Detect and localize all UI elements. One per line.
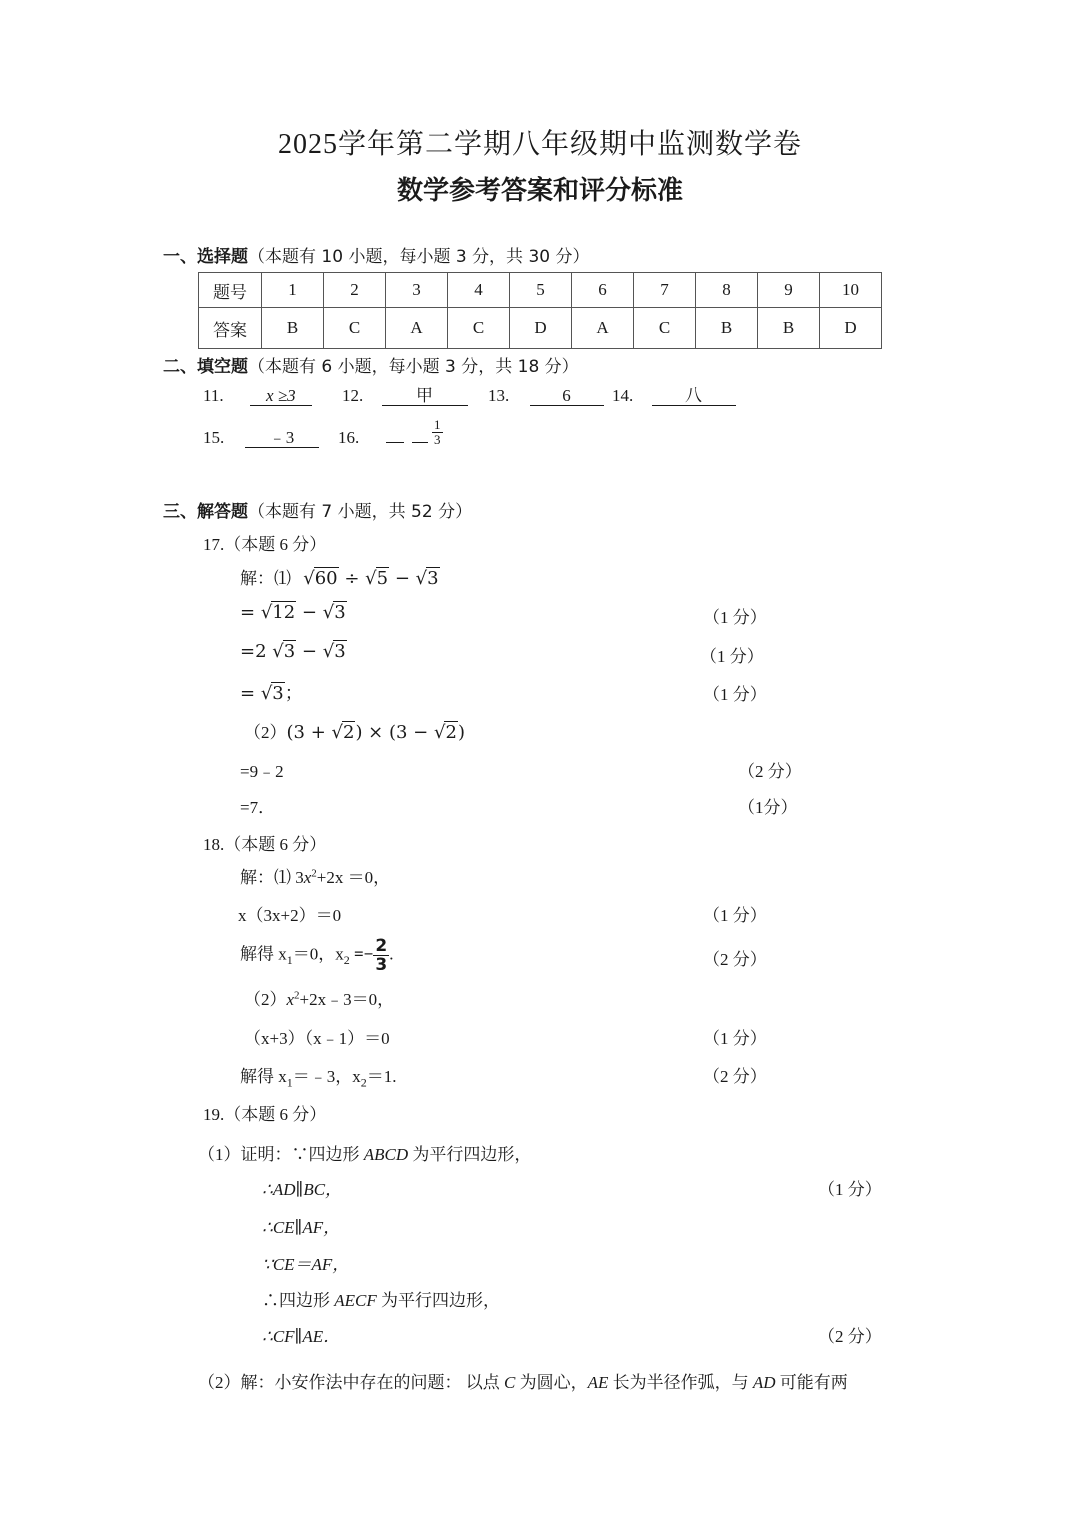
answer-table-row-answers bbox=[199, 308, 882, 349]
expression-part: (3 + bbox=[286, 722, 332, 743]
expression-part: 解：⑴ 3 bbox=[240, 868, 304, 887]
q19-line7 bbox=[198, 1368, 848, 1393]
expression-part: 解得 x bbox=[240, 944, 287, 964]
answer-blank: 八 bbox=[652, 387, 736, 406]
answer-blank: ﹣3 bbox=[245, 429, 319, 448]
q17-part2 bbox=[244, 718, 465, 743]
section3-heading bbox=[163, 497, 472, 522]
answer-table bbox=[198, 272, 882, 349]
expression-part: ＝﹣3，x bbox=[292, 1067, 361, 1086]
answer-blank bbox=[412, 442, 428, 443]
operator: ÷ bbox=[338, 568, 366, 589]
sqrt-expression: √5 bbox=[365, 568, 389, 589]
question-number: 12. bbox=[342, 386, 364, 405]
radicand: 2 bbox=[342, 722, 355, 743]
q19-line4: ∵CE＝AF， bbox=[262, 1255, 350, 1274]
table-cell: C bbox=[324, 308, 386, 349]
sqrt-expression: √3 bbox=[272, 641, 296, 662]
part-prefix: （2） bbox=[244, 723, 287, 742]
radicand: 3 bbox=[283, 641, 296, 662]
q17-line7: =7． bbox=[240, 798, 276, 817]
q17-title: 17.（本题 6 分） bbox=[203, 535, 327, 554]
q18-line6: 解得 $x_1=﹣3$，$x_2=1$. bbox=[240, 1067, 397, 1090]
q17-line2 bbox=[240, 602, 347, 623]
text-part: 长为半径作弧，与 bbox=[608, 1373, 753, 1392]
q18-line1: 解：⑴ $3x^2+2x =0$， bbox=[240, 867, 391, 887]
q14 bbox=[612, 386, 736, 406]
q18-line5: （x+3）（x﹣1）＝0 bbox=[244, 1029, 390, 1048]
expression-part: ) bbox=[457, 722, 465, 743]
table-cell: 3 bbox=[386, 273, 448, 308]
q11 bbox=[203, 386, 312, 406]
italic-name: AE bbox=[587, 1373, 609, 1392]
sqrt-expression: √2 bbox=[434, 722, 457, 743]
q12 bbox=[342, 386, 468, 406]
q17-line1 bbox=[240, 564, 440, 589]
expression-part: +2x ＝0， bbox=[316, 868, 391, 887]
part-prefix: （2） bbox=[244, 990, 287, 1009]
q19-line3: ∴CE∥AF， bbox=[262, 1218, 341, 1237]
sqrt-expression: √3 bbox=[322, 641, 346, 662]
section1-heading-text: 一、选择题 bbox=[163, 247, 248, 267]
question-number: 15. bbox=[203, 428, 225, 447]
fraction-denominator: 3 bbox=[375, 955, 388, 975]
table-cell: B bbox=[262, 308, 324, 349]
score-label: （2 分） bbox=[703, 1067, 767, 1086]
text-part: 为圆心， bbox=[515, 1373, 588, 1392]
score-label: （2 分） bbox=[738, 762, 802, 781]
section2-note: （本题有 6 小题，每小题 3 分，共 18 分） bbox=[248, 357, 579, 377]
expression-part: ＝1. bbox=[366, 1067, 397, 1086]
expression-part: ＝0，x bbox=[292, 944, 344, 964]
section2-heading bbox=[163, 352, 579, 377]
solve-prefix: 解：⑴ bbox=[240, 569, 291, 588]
fraction-numerator: 1 bbox=[434, 416, 441, 432]
table-cell: D bbox=[510, 308, 572, 349]
q18-line3: 解得 $x_1=0$，$x_2$ =− $\frac{2}{3}$ . bbox=[240, 936, 394, 975]
table-cell: B bbox=[696, 308, 758, 349]
question-number: 14. bbox=[612, 386, 634, 405]
radicand: 3 bbox=[272, 683, 284, 704]
q18-line2: x（3x+2）＝0 bbox=[238, 906, 342, 925]
table-cell: 8 bbox=[696, 273, 758, 308]
operator: − bbox=[296, 641, 323, 662]
q19-line6: ∴CF∥AE． bbox=[262, 1327, 341, 1346]
q17-line4 bbox=[240, 679, 303, 705]
table-cell: A bbox=[572, 308, 634, 349]
sqrt-expression: √12 bbox=[260, 602, 296, 623]
score-label: （1 分） bbox=[818, 1180, 882, 1199]
fraction-numerator: 2 bbox=[375, 936, 388, 956]
table-cell: 2 bbox=[324, 273, 386, 308]
table-cell: 7 bbox=[634, 273, 696, 308]
radicand: 3 bbox=[427, 568, 439, 589]
table-cell: 1 bbox=[262, 273, 324, 308]
score-label: （1分） bbox=[738, 798, 798, 817]
expression-part: =− bbox=[349, 944, 374, 964]
expression-part: 解得 x bbox=[240, 1067, 287, 1086]
table-cell: C bbox=[634, 308, 696, 349]
section1-heading bbox=[163, 242, 590, 267]
italic-name: AECF bbox=[334, 1291, 377, 1310]
answer-fraction bbox=[432, 418, 443, 447]
q19-line2: ∴AD∥BC， bbox=[262, 1180, 343, 1199]
text-part: 为平行四边形， bbox=[408, 1145, 532, 1164]
radicand: 3 bbox=[334, 641, 346, 662]
q16 bbox=[338, 416, 443, 448]
answer-blank: 甲 bbox=[382, 387, 468, 406]
italic-name: AD bbox=[752, 1373, 776, 1392]
table-cell: 4 bbox=[448, 273, 510, 308]
q18-line4: $(2)x^2+2x﹣3=0$， bbox=[244, 989, 395, 1009]
q15 bbox=[203, 428, 319, 448]
punctuation: . bbox=[389, 944, 394, 964]
score-label: （1 分） bbox=[703, 1029, 767, 1048]
expression-part: +2x﹣3＝0， bbox=[299, 990, 395, 1009]
section3-note: （本题有 7 小题，共 52 分） bbox=[248, 502, 473, 522]
score-label: （1 分） bbox=[703, 906, 767, 925]
equals: = bbox=[240, 602, 261, 623]
expression-part: ) × (3 − bbox=[355, 722, 434, 743]
sqrt-expression: √60 bbox=[303, 568, 338, 589]
question-number: 11. bbox=[203, 386, 224, 405]
equals: =2 bbox=[240, 641, 273, 662]
score-label: （2 分） bbox=[703, 950, 767, 969]
radicand: 3 bbox=[334, 602, 346, 623]
table-cell: 6 bbox=[572, 273, 634, 308]
page-title: 2025学年第二学期八年级期中监测数学卷 bbox=[277, 129, 802, 160]
q17-line6: =9﹣2 bbox=[240, 762, 284, 781]
sqrt-expression: √3 bbox=[260, 683, 284, 704]
sqrt-expression: √3 bbox=[415, 568, 439, 589]
section3-heading-text: 三、解答题 bbox=[163, 502, 248, 522]
table-cell: 9 bbox=[758, 273, 820, 308]
text-part: 可能有两 bbox=[775, 1373, 848, 1392]
text-part: （1）证明：∵四边形 bbox=[198, 1145, 364, 1164]
q13 bbox=[488, 386, 604, 406]
answer-blank: x ≥3 bbox=[250, 387, 312, 406]
table-cell: 10 bbox=[820, 273, 882, 308]
text-part: ∴四边形 bbox=[262, 1291, 335, 1310]
score-label: （1 分） bbox=[700, 647, 764, 666]
section1-note: （本题有 10 小题，每小题 3 分，共 30 分） bbox=[248, 247, 590, 267]
operator: − bbox=[389, 568, 416, 589]
question-number: 16. bbox=[338, 428, 360, 447]
radicand: 2 bbox=[445, 722, 457, 743]
page-subtitle: 数学参考答案和评分标准 bbox=[396, 176, 683, 206]
table-cell: B bbox=[758, 308, 820, 349]
sqrt-expression: √2 bbox=[331, 722, 355, 743]
table-cell: C bbox=[448, 308, 510, 349]
table-row-label: 题号 bbox=[199, 273, 262, 308]
section2-heading-text: 二、填空题 bbox=[163, 357, 248, 377]
score-label: （1 分） bbox=[703, 685, 767, 704]
operator: − bbox=[296, 602, 323, 623]
fraction-denominator: 3 bbox=[434, 431, 441, 447]
q19-title: 19.（本题 6 分） bbox=[203, 1105, 327, 1124]
answer-table-row-numbers bbox=[199, 273, 882, 308]
equals: = bbox=[240, 683, 261, 704]
table-row-label: 答案 bbox=[199, 308, 262, 349]
italic-name: C bbox=[504, 1373, 516, 1392]
radicand: 5 bbox=[376, 568, 389, 589]
fraction bbox=[373, 937, 389, 974]
table-cell: 5 bbox=[510, 273, 572, 308]
q19-line5 bbox=[262, 1286, 500, 1311]
score-label: （1 分） bbox=[703, 608, 767, 627]
q19-line1 bbox=[198, 1140, 531, 1165]
text-part: （2）解：小安作法中存在的问题： 以点 bbox=[198, 1373, 504, 1392]
table-cell: D bbox=[820, 308, 882, 349]
answer-blank: 6 bbox=[530, 387, 604, 406]
italic-name: ABCD bbox=[363, 1145, 409, 1164]
q17-line3 bbox=[240, 641, 347, 662]
text-part: 为平行四边形， bbox=[376, 1291, 500, 1310]
score-label: （2 分） bbox=[818, 1327, 882, 1346]
table-cell: A bbox=[386, 308, 448, 349]
punctuation: ； bbox=[284, 683, 303, 704]
q18-title: 18.（本题 6 分） bbox=[203, 835, 327, 854]
radicand: 60 bbox=[314, 568, 338, 589]
radicand: 12 bbox=[272, 602, 296, 623]
question-number: 13. bbox=[488, 386, 510, 405]
answer-blank bbox=[386, 442, 404, 443]
sqrt-expression: √3 bbox=[322, 602, 346, 623]
